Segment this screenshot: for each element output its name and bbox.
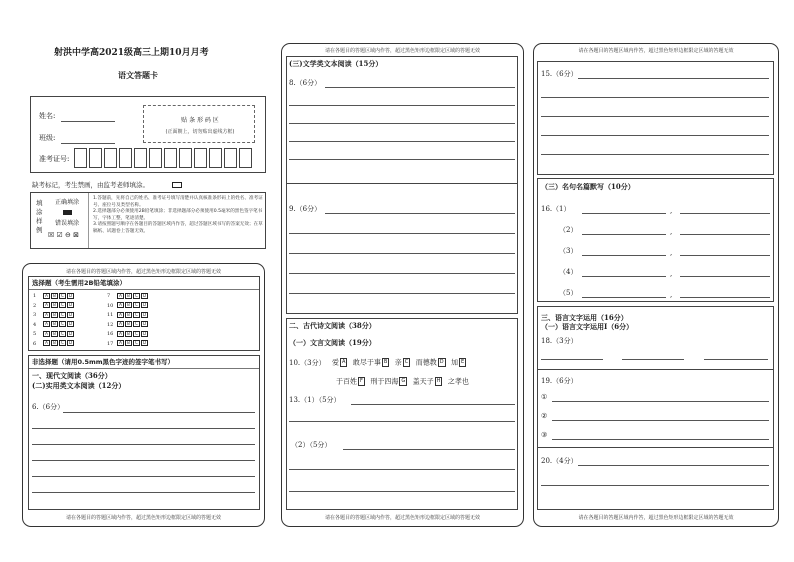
exam-no-grid[interactable]: [74, 148, 254, 168]
q16-item-5: （5）: [559, 289, 578, 297]
q6-answer-line[interactable]: [32, 492, 255, 493]
q16-label: 16.: [541, 205, 553, 213]
q16-blank[interactable]: [582, 297, 666, 298]
wrong-label: 错误填涂: [55, 220, 80, 227]
q19-item-2: ②: [541, 412, 548, 420]
boundary-note: 请在各题目的答题区域内作答，超过黑色矩形边框限定区域的答题无效: [578, 48, 734, 54]
q16-blank[interactable]: [680, 276, 770, 277]
q20-answer-line[interactable]: [578, 465, 769, 466]
q15-section: [537, 61, 774, 175]
q18-blank[interactable]: [622, 359, 684, 360]
language-section: [537, 306, 774, 510]
example-box: [30, 192, 266, 249]
break-box: F: [360, 378, 363, 384]
break-box: E: [461, 359, 465, 365]
break-box: G: [401, 378, 406, 384]
q10-row-1[interactable]: 爱 A 敢尽于事 B 亲 C 而德教 D 加 E: [332, 358, 465, 367]
q19-answer-line[interactable]: [552, 401, 769, 402]
example-label: 填涂样例: [36, 199, 43, 234]
wrong-mark-icon: ⊠: [73, 231, 80, 239]
q9-answer-line[interactable]: [289, 273, 515, 274]
q9-label: 9.（6分）: [289, 205, 322, 213]
class-label: 班级:: [39, 134, 56, 142]
q8-label: 8.（6分）: [289, 79, 322, 87]
wrong-mark-icon: ⊖: [65, 231, 71, 239]
section-modern-reading: 一、现代文阅读（36分）: [32, 371, 112, 380]
sheet-subtitle: 语文答题卡: [118, 70, 158, 80]
q6-answer-line[interactable]: [63, 412, 255, 413]
q15-answer-line[interactable]: [578, 78, 769, 79]
q6-answer-line[interactable]: [32, 444, 255, 445]
q18-label: 18.（3分）: [541, 337, 578, 345]
section-practical-text: (二)实用类文本阅读（12分）: [32, 381, 126, 390]
q16-blank[interactable]: [680, 297, 770, 298]
wrong-mark-icon: ☒: [48, 231, 55, 239]
q19-answer-line[interactable]: [552, 420, 769, 421]
q13-answer-line[interactable]: [343, 449, 515, 450]
boundary-note: 请在各题目的答题区域内作答，超过黑色矩形边框限定区域的答题无效: [324, 515, 480, 521]
absent-mark-label: 缺考标记，考生禁画，由监考老师填涂。: [32, 181, 149, 189]
q10-label: 10.（3分）: [289, 359, 326, 367]
break-box: C: [404, 359, 409, 365]
choice-section: [28, 276, 260, 351]
name-field[interactable]: [61, 121, 115, 122]
nonchoice-title: 非选择题（请用0.5mm黑色字迹的签字笔书写）: [32, 358, 175, 366]
q8-answer-line[interactable]: [289, 105, 515, 106]
section-literary-text: (三)文学类文本阅读（15分）: [289, 59, 383, 68]
boundary-note: 请在各题目的答题区域内作答，超过黑色矩形边框限定区域的答题无效: [65, 269, 221, 275]
section-language-use-1: （一）语言文字运用Ⅰ（6分）: [541, 322, 634, 331]
choice-left-column[interactable]: 1 A B C D 2 A B C D 3 A B C D 4 A B C D 5 A B C D 6 A B C D: [33, 292, 73, 347]
barcode-note: (正面朝上，切勿贴出虚线方框): [165, 129, 235, 135]
q16-blank[interactable]: [680, 213, 770, 214]
q16-item-2: （2）: [559, 226, 578, 234]
q10-row-2[interactable]: 于百姓 F 刑于四海 G 盖天子 H 之孝也: [336, 377, 469, 386]
section-language-use: 三、语言文字运用（16分）: [541, 313, 628, 322]
q6-answer-line[interactable]: [32, 428, 255, 429]
q8-answer-line[interactable]: [289, 159, 515, 160]
q8-answer-line[interactable]: [289, 123, 515, 124]
q15-answer-line[interactable]: [541, 116, 769, 117]
q16-item-1: （1）: [552, 205, 571, 213]
q6-answer-line[interactable]: [32, 476, 255, 477]
q20-answer-line[interactable]: [541, 485, 769, 486]
q13-answer-line[interactable]: [351, 404, 515, 405]
correct-label: 正确填涂: [55, 199, 80, 206]
barcode-area: [143, 105, 255, 143]
q15-label: 15.（6分）: [541, 70, 578, 78]
q15-answer-line[interactable]: [541, 135, 769, 136]
q16-blank[interactable]: [582, 255, 666, 256]
section-famous-lines: （三）名句名篇默写（10分）: [541, 182, 635, 191]
q18-blank[interactable]: [704, 359, 768, 360]
boundary-note: 请在各题目的答题区域内作答，超过黑色矩形边框限定区域的答题无效: [65, 515, 221, 521]
section-classical: 二、古代诗文阅读（38分）: [289, 321, 376, 330]
q8-answer-line[interactable]: [325, 87, 515, 88]
exam-title: 射洪中学高2021级高三上期10月月考: [54, 48, 209, 58]
nonchoice-section: [28, 355, 260, 510]
q8-answer-line[interactable]: [289, 141, 515, 142]
q19-item-3: ③: [541, 431, 548, 439]
correct-mark: [63, 210, 72, 215]
instructions: [93, 196, 263, 236]
name-label: 姓名:: [39, 112, 56, 120]
q9-answer-line[interactable]: [289, 233, 515, 234]
exam-no-label: 准考证号:: [39, 155, 70, 163]
q13-2-label: （2）（5分）: [291, 441, 332, 449]
q16-blank[interactable]: [582, 234, 666, 235]
wrong-mark-icon: ☑: [56, 231, 63, 239]
barcode-title: 贴 条 形 码 区: [181, 117, 219, 124]
absent-mark-box: [172, 182, 182, 188]
q19-answer-line[interactable]: [552, 439, 769, 440]
q15-answer-line[interactable]: [541, 154, 769, 155]
instruction-1: 1.答题前，先将自己的姓名、准考证号填写清楚并认真核准条形码上的姓名、准考证号、座位号及类型名称。: [93, 196, 263, 208]
boundary-note: 请在各题目的答题区域内作答，超过黑色矩形边框限定区域的答题无效: [324, 48, 480, 54]
q6-label: 6.（6分）: [32, 403, 65, 411]
q13-answer-line[interactable]: [289, 491, 515, 492]
wrong-marks: [48, 231, 79, 240]
q16-blank[interactable]: [582, 276, 666, 277]
q16-blank[interactable]: [680, 255, 770, 256]
q16-item-3: （3）: [559, 247, 578, 255]
choice-title: 选择题（考生需用2B铅笔填涂）: [32, 279, 126, 287]
instruction-2: 2.选择题部分必须使用2B铅笔填涂；非选择题部分必须使用0.5毫米的黑色签字笔书写，字体工整，笔迹清楚。: [93, 209, 263, 221]
q13-answer-line[interactable]: [289, 421, 515, 422]
q9-answer-line[interactable]: [289, 253, 515, 254]
break-box: B: [383, 359, 388, 365]
boundary-note: 请在各题目的答题区域内作答，超过黑色矩形边框限定区域的答题无效: [578, 515, 734, 521]
q16-blank[interactable]: [582, 213, 666, 214]
q16-item-4: （4）: [559, 268, 578, 276]
q6-answer-line[interactable]: [32, 460, 255, 461]
break-box: D: [439, 359, 444, 365]
q16-blank[interactable]: [680, 234, 770, 235]
q13-answer-line[interactable]: [289, 469, 515, 470]
q18-blank[interactable]: [541, 359, 603, 360]
q19-item-1: ①: [541, 393, 548, 401]
break-box: H: [436, 378, 441, 384]
section-classical-prose: （一）文言文阅读（19分）: [289, 338, 376, 347]
instruction-3: 3.请按照题号顺序在各题目的答题区域内作答，超过答题区域书写的答案无效；在草稿纸、试题卷上答题无效。: [93, 222, 263, 234]
student-info-box: [30, 96, 266, 173]
choice-right-column[interactable]: 7 A B C D 10 A B C D 11 A B C D 12 A B C D 16 A B C D 17 A B C D: [107, 292, 147, 347]
classical-section: [286, 318, 518, 510]
q16-section: （三）名句名篇默写（10分） 16. （1） （2） （3） （4） （5） , , , , ,: [537, 178, 774, 302]
literary-section: [286, 56, 518, 314]
class-field[interactable]: [61, 143, 115, 144]
q15-answer-line[interactable]: [541, 97, 769, 98]
break-box: A: [342, 359, 346, 365]
q19-label: 19.（6分）: [541, 377, 578, 385]
q13-1-label: 13.（1）（5分）: [289, 396, 341, 404]
q20-label: 20.（4分）: [541, 457, 578, 465]
q9-answer-line[interactable]: [325, 213, 515, 214]
q9-answer-line[interactable]: [289, 293, 515, 294]
